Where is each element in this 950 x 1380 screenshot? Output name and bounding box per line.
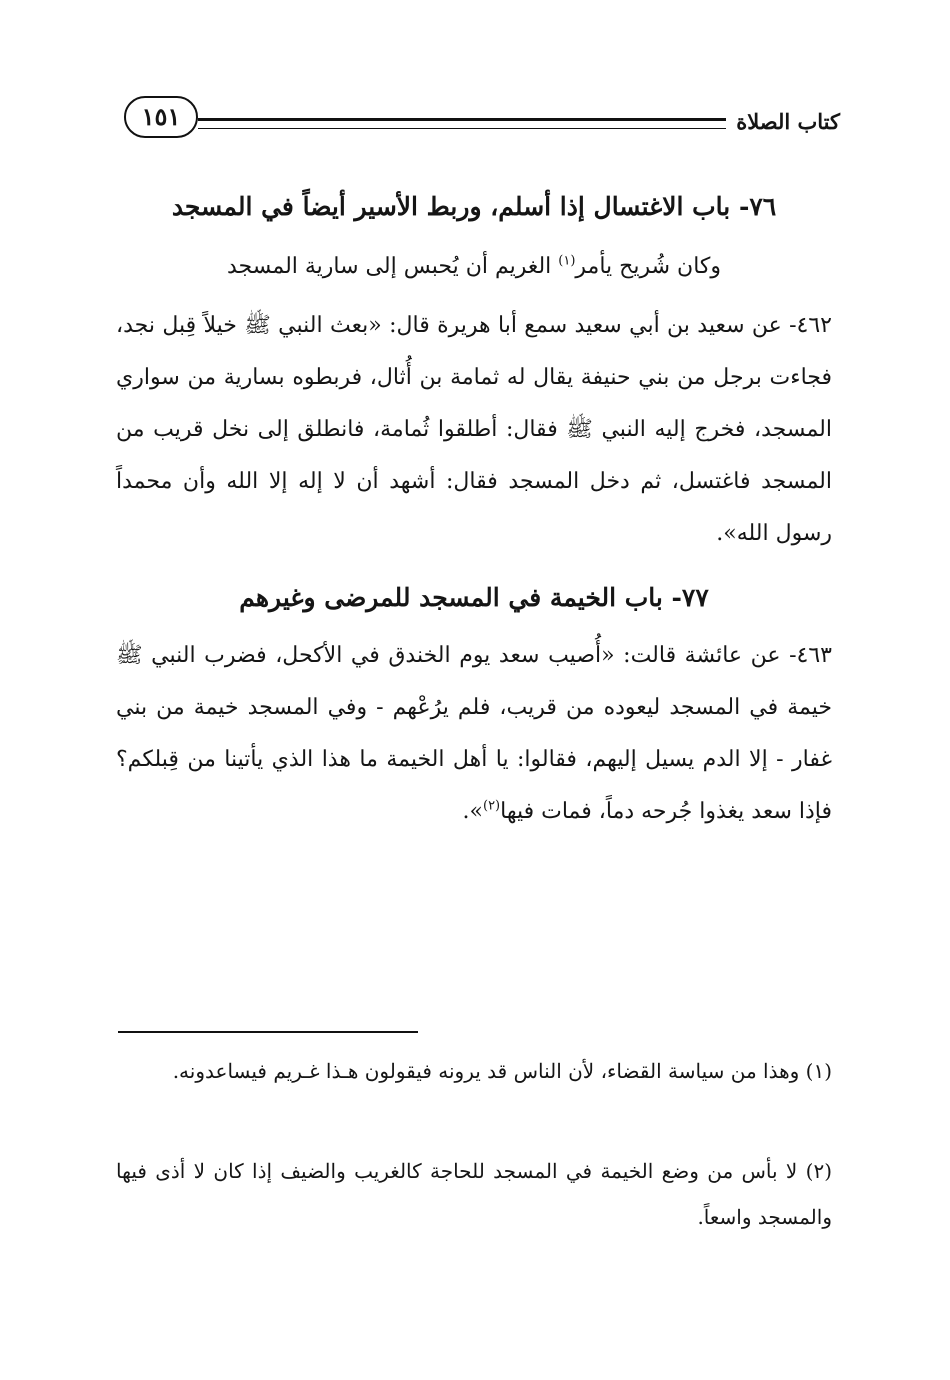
- intro-text-continued: الغريم أن يُحبس إلى سارية المسجد: [226, 254, 559, 279]
- intro-text: وكان شُريح يأمر: [575, 254, 722, 279]
- footnote-ref-2[interactable]: (٢): [482, 798, 501, 814]
- chapter-heading-76: ٧٦- باب الاغتسال إذا أسلم، وربط الأسير أيضاً في المسجد: [171, 192, 777, 221]
- footnote-1: (١) وهذا من سياسة القضاء، لأن الناس قد يرونه فيقولون هـذا غـريم فيساعدونه.: [172, 1059, 832, 1083]
- hadith-462: ٤٦٢- عن سعيد بن أبي سعيد سمع أبا هريرة قال: «بعث النبي ﷺ خيلاً قِبل نجد، فجاءت برجل من بني حنيفة يقال له ثمامة بن أُثال، فربطوه بسارية من سواري المسجد، فخرج إليه النبي ﷺ فقال: أطلقوا ثُمامة، فانطلق إلى نخل قريب من المسجد فاغتسل، ثم دخل المسجد فقال: أشهد أن لا إله إلا الله وأن محمداً رسول الله».: [116, 313, 832, 546]
- book-title: كتاب الصلاة: [736, 109, 840, 134]
- page-number: ١٥١: [124, 96, 198, 138]
- hadith-463-text: ٤٦٣- عن عائشة قالت: «أُصيب سعد يوم الخندق في الأكحل، فضرب النبي ﷺ خيمة في المسجد ليعوده من قريب، فلم يرُعْهم - وفي المسجد خيمة من بني غفار - إلا الدم يسيل إليهم، فقالوا: يا أهل الخيمة ما هذا الذي يأتينا من قِبلكم؟ فإذا سعد يغذوا جُرحه دماً، فمات فيها: [116, 643, 832, 824]
- footnote-ref-1[interactable]: (١): [558, 253, 576, 269]
- running-header: [118, 94, 840, 146]
- chapter-intro-76: [116, 245, 832, 289]
- footnote-2: (٢) لا بأس من وضع الخيمة في المسجد للحاجة كالغريب والضيف إذا كان لا أذى فيها والمسجد واسعاً.: [116, 1159, 832, 1229]
- header-rule: [198, 118, 726, 129]
- hadith-463: [116, 630, 832, 838]
- footnote-separator: [118, 1031, 418, 1033]
- hadith-463-end: ».: [462, 799, 483, 824]
- chapter-heading-77: ٧٧- باب الخيمة في المسجد للمرضى وغيرهم: [239, 583, 709, 612]
